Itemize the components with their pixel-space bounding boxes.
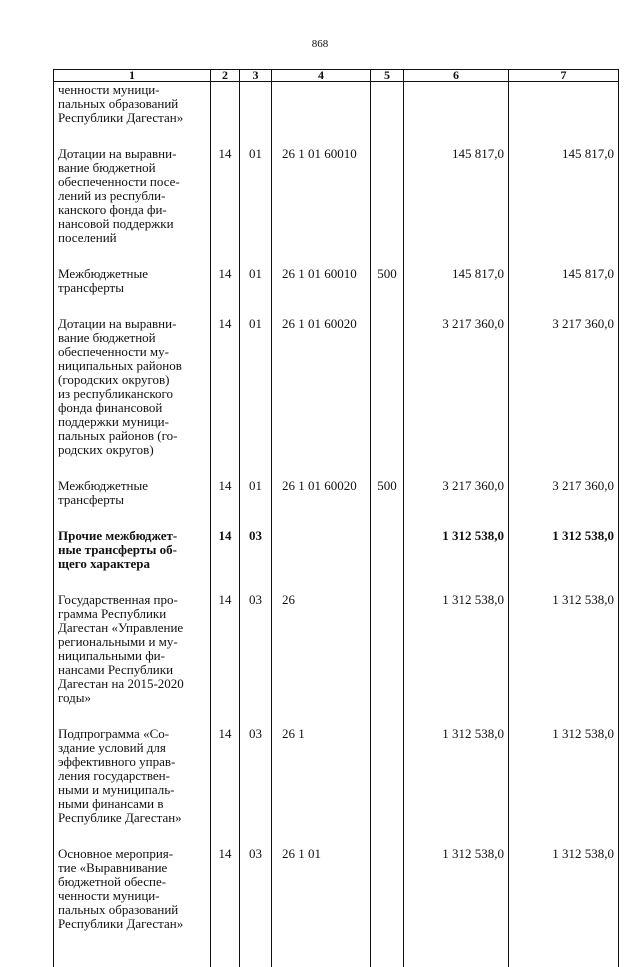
cell-amount-1: 1 312 538,0 [404,593,509,727]
cell-section: 14 [211,593,240,727]
cell-amount-2: 1 312 538,0 [509,593,619,727]
cell-name: Прочие межбюджет- ные трансферты об- щего характера [54,529,211,593]
column-header: 4 [272,70,371,82]
cell-name: Дотации на выравни- вание бюджетной обеспеченности посе- лений из республи- канского фонда фи- нансовой поддержки поселений [54,147,211,267]
cell-expense-type: 500 [371,267,404,317]
cell-name: Межбюджетные трансферты [54,479,211,529]
cell-amount-2: 145 817,0 [509,147,619,267]
cell-expense-type [371,82,404,148]
cell-expense-type: 500 [371,479,404,529]
cell-amount-1: 1 312 538,0 [404,529,509,593]
cell-target-code: 26 1 01 60010 [272,267,371,317]
cell-expense-type [371,593,404,727]
cell-name: Основное мероприя- тие «Выравнивание бюджетной обеспе- ченности муници- пальных образований Республики Дагестан» [54,847,211,967]
cell-subsection: 01 [240,317,272,479]
cell-target-code [272,82,371,148]
column-header: 7 [509,70,619,82]
table-row [54,317,619,479]
cell-subsection: 01 [240,267,272,317]
cell-target-code: 26 1 01 60020 [272,317,371,479]
cell-expense-type [371,847,404,967]
cell-expense-type [371,147,404,267]
cell-expense-type [371,317,404,479]
cell-amount-1: 1 312 538,0 [404,847,509,967]
table-row [54,727,619,847]
table-row [54,847,619,967]
cell-amount-1: 145 817,0 [404,147,509,267]
table-row [54,529,619,593]
table-header-row [54,70,619,82]
cell-amount-1: 145 817,0 [404,267,509,317]
cell-name: Дотации на выравни- вание бюджетной обеспеченности му- ниципальных районов (городских округов) из республиканского фонда финансовой поддержки муници- пальных районов (го- родских округов) [54,317,211,479]
budget-table [53,69,619,967]
cell-target-code: 26 1 01 [272,847,371,967]
cell-subsection: 03 [240,847,272,967]
cell-subsection [240,82,272,148]
cell-amount-2: 1 312 538,0 [509,847,619,967]
cell-name: Межбюджетные трансферты [54,267,211,317]
cell-target-code: 26 1 01 60010 [272,147,371,267]
cell-amount-2: 1 312 538,0 [509,529,619,593]
table-row [54,593,619,727]
table-body [54,82,619,967]
cell-section: 14 [211,147,240,267]
column-header: 5 [371,70,404,82]
cell-amount-2: 145 817,0 [509,267,619,317]
cell-subsection: 03 [240,727,272,847]
cell-amount-1: 3 217 360,0 [404,317,509,479]
cell-expense-type [371,727,404,847]
cell-section [211,82,240,148]
cell-subsection: 03 [240,529,272,593]
table-row [54,147,619,267]
cell-amount-1 [404,82,509,148]
cell-section: 14 [211,529,240,593]
cell-subsection: 01 [240,479,272,529]
cell-expense-type [371,529,404,593]
page-number: 868 [0,38,640,50]
cell-section: 14 [211,267,240,317]
cell-target-code: 26 [272,593,371,727]
cell-name: ченности муници- пальных образований Республики Дагестан» [54,82,211,148]
table-row [54,479,619,529]
cell-amount-2 [509,82,619,148]
cell-amount-2: 1 312 538,0 [509,727,619,847]
cell-amount-1: 1 312 538,0 [404,727,509,847]
cell-name: Государственная про- грамма Республики Дагестан «Управление региональными и му- ниципальными фи- нансами Республики Дагестан на 2015-2020 годы» [54,593,211,727]
cell-target-code: 26 1 [272,727,371,847]
cell-subsection: 03 [240,593,272,727]
cell-target-code: 26 1 01 60020 [272,479,371,529]
cell-section: 14 [211,479,240,529]
cell-section: 14 [211,317,240,479]
column-header: 6 [404,70,509,82]
column-header: 1 [54,70,211,82]
table-row [54,82,619,148]
cell-target-code [272,529,371,593]
cell-section: 14 [211,727,240,847]
cell-amount-2: 3 217 360,0 [509,479,619,529]
cell-name: Подпрограмма «Со- здание условий для эффективного управ- ления государствен- ными и муниципаль- ными финансами в Республике Дагестан» [54,727,211,847]
column-header: 3 [240,70,272,82]
table-row [54,267,619,317]
cell-section: 14 [211,847,240,967]
cell-subsection: 01 [240,147,272,267]
cell-amount-2: 3 217 360,0 [509,317,619,479]
cell-amount-1: 3 217 360,0 [404,479,509,529]
column-header: 2 [211,70,240,82]
